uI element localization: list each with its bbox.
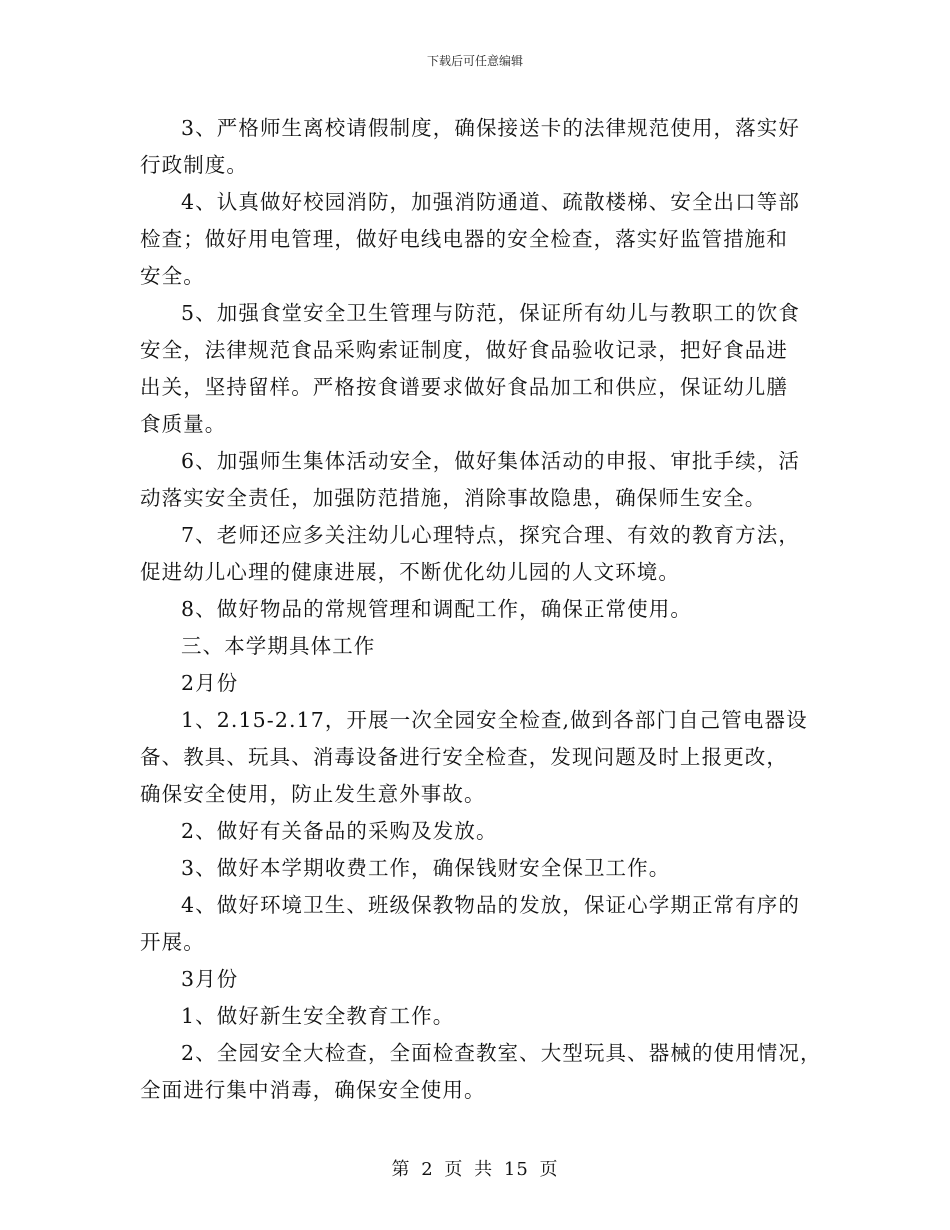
paragraph	[140, 517, 835, 591]
paragraph	[140, 591, 835, 628]
paragraph	[140, 443, 835, 517]
paragraph	[140, 110, 835, 184]
paragraph	[140, 887, 835, 961]
paragraph-line: 安全，法律规范食品采购索证制度，做好食品验收记录，把好食品进	[140, 338, 788, 362]
paragraph-line: 4、认真做好校园消防，加强消防通道、疏散楼梯、安全出口等部	[181, 190, 800, 214]
paragraph-line: 行政制度。	[140, 153, 248, 177]
paragraph-line: 7、老师还应多关注幼儿心理特点，探究合理、有效的教育方法，	[181, 523, 800, 547]
paragraph-line: 8、做好物品的常规管理和调配工作，确保正常使用。	[181, 597, 692, 621]
paragraph-line: 2、做好有关备品的采购及发放。	[181, 819, 498, 843]
paragraph	[140, 295, 835, 443]
paragraph	[140, 998, 835, 1035]
document-body	[140, 110, 835, 1109]
paragraph	[140, 961, 835, 998]
paragraph-line: 1、做好新生安全教育工作。	[181, 1004, 455, 1028]
paragraph	[140, 628, 835, 665]
paragraph	[140, 813, 835, 850]
paragraph-line: 全面进行集中消毒，确保安全使用。	[140, 1078, 486, 1102]
paragraph	[140, 850, 835, 887]
paragraph-line: 开展。	[140, 930, 205, 954]
paragraph-line: 三、本学期具体工作	[181, 634, 376, 658]
paragraph-line: 5、加强食堂安全卫生管理与防范，保证所有幼儿与教职工的饮食	[181, 301, 800, 325]
paragraph-line: 2月份	[181, 671, 239, 695]
paragraph-line: 6、加强师生集体活动安全，做好集体活动的申报、审批手续，活	[181, 449, 800, 473]
paragraph-line: 食质量。	[140, 412, 227, 436]
paragraph-line: 动落实安全责任，加强防范措施，消除事故隐患，确保师生安全。	[140, 486, 767, 510]
footer-current-page: 2	[421, 1159, 434, 1180]
footer-total-pages: 15	[503, 1159, 529, 1180]
footer-total-label: 共	[474, 1159, 494, 1180]
paragraph	[140, 702, 835, 813]
paragraph-line: 3、严格师生离校请假制度，确保接送卡的法律规范使用，落实好	[181, 116, 800, 140]
paragraph-line: 检查；做好用电管理，做好电线电器的安全检查，落实好监管措施和	[140, 227, 788, 251]
paragraph-line: 3月份	[181, 967, 239, 991]
paragraph-line: 确保安全使用，防止发生意外事故。	[140, 782, 486, 806]
paragraph-line: 4、做好环境卫生、班级保教物品的发放，保证心学期正常有序的	[181, 893, 800, 917]
paragraph-line: 1、2.15-2.17，开展一次全园安全检查,做到各部门自己管电器设	[181, 708, 808, 732]
paragraph-line: 出关，坚持留样。严格按食谱要求做好食品加工和供应，保证幼儿膳	[140, 375, 788, 399]
paragraph-line: 安全。	[140, 264, 205, 288]
paragraph	[140, 1035, 835, 1109]
paragraph	[140, 665, 835, 702]
page-footer	[0, 1155, 950, 1181]
page-header: 下载后可任意编辑	[426, 54, 523, 68]
paragraph-line: 3、做好本学期收费工作，确保钱财安全保卫工作。	[181, 856, 671, 880]
paragraph-line: 2、全园安全大检查，全面检查教室、大型玩具、器械的使用情况，	[181, 1041, 822, 1065]
paragraph-line: 促进幼儿心理的健康进展，不断优化幼儿园的人文环境。	[140, 560, 680, 584]
footer-prefix: 第	[391, 1159, 411, 1180]
footer-suffix: 页	[539, 1159, 559, 1180]
paragraph-line: 备、教具、玩具、消毒设备进行安全检查，发现问题及时上报更改，	[140, 745, 788, 769]
footer-page-unit: 页	[444, 1159, 464, 1180]
paragraph	[140, 184, 835, 295]
